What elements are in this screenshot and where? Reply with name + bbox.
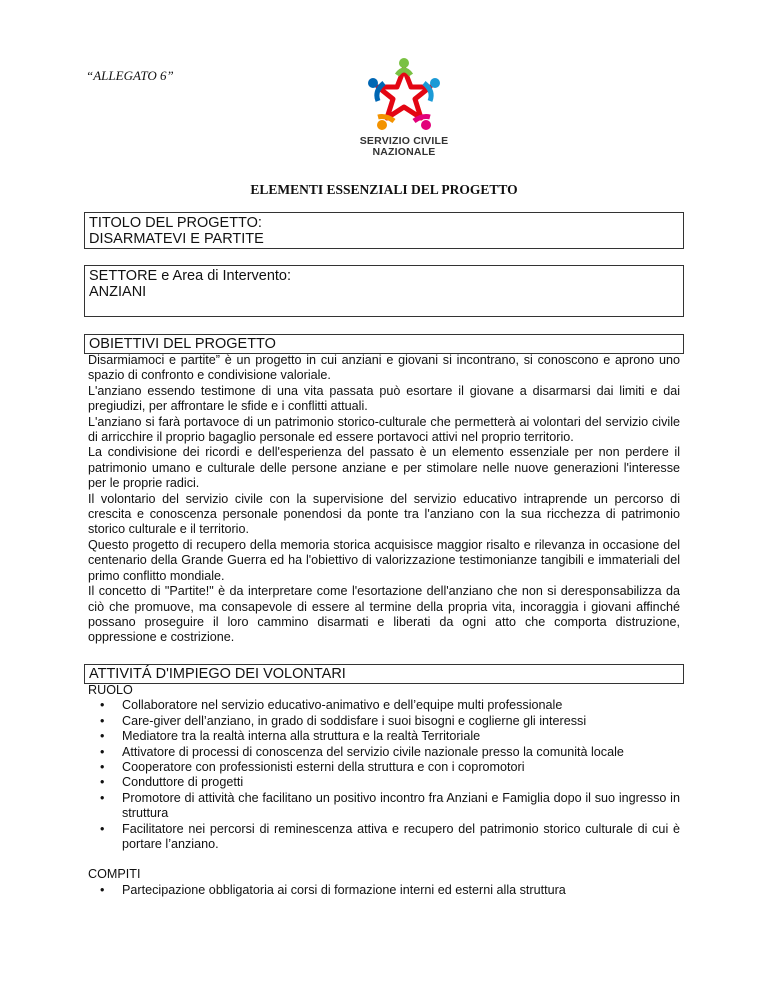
list-item [88,760,680,775]
list-item-text: Mediatore tra la realtà interna alla struttura e la realtà Territoriale [122,729,481,744]
settore-label: SETTORE e Area di Intervento: [89,268,292,284]
list-item-text: Partecipazione obbligatoria ai corsi di formazione interni ed esterni alla struttura [122,882,566,897]
titolo-box [84,212,684,249]
list-item-text: Collaboratore nel servizio educativo-animativo e dell’equipe multi professionale [122,698,563,713]
bullet-icon: • [100,821,105,836]
list-item [88,822,680,853]
bullet-icon: • [100,698,105,713]
bullet-icon: • [100,775,105,790]
obiettivi-paragraph: Il concetto di "Partite!" è da interpretare come l'esortazione dell'anziano che non si deresponsabilizza da ciò che promuove, ma consapevole di essere al termine della propria vita, incoraggia i giovani affinché possano proseguire il loro cammino disarmati e liberati da ogni atto che comporta distruzione, oppressione e costrizione. [88,584,680,645]
obiettivi-paragraph: Il volontario del servizio civile con la supervisione del servizio educativo intraprende un percorso di crescita e conoscenza personale ponendosi da ponte tra l'anziano con la sua ricchezza di patrimonio storico culturale e il territorio. [88,491,680,537]
list-item-text: Attivatore di processi di conoscenza del servizio civile nazionale presso la comunità locale [122,744,624,759]
list-item [88,883,680,898]
obiettivi-heading: OBIETTIVI DEL PROGETTO [84,334,684,354]
servizio-civile-star-icon [364,55,444,135]
obiettivi-paragraph: L'anziano essendo testimone di una vita passata può esortare il giovane a disarmarsi dai limiti e dai pregiudizi, per affrontare le sfide e i conflitti attuali. [88,383,680,414]
bullet-icon: • [100,744,105,759]
attivita-heading: ATTIVITÁ D'IMPIEGO DEI VOLONTARI [84,664,684,684]
ruolo-label: RUOLO [88,683,133,697]
logo-text-line2: NAZIONALE [372,146,436,158]
allegato-label: “ALLEGATO 6” [86,68,174,83]
bullet-icon: • [100,713,105,728]
list-item [88,729,680,744]
settore-box [84,265,684,317]
list-item [88,791,680,822]
list-item-text: Promotore di attività che facilitano un positivo incontro fra Anziani e Famiglia dopo il suo ingresso in struttura [122,790,680,821]
obiettivi-paragraph: Disarmiamoci e partite” è un progetto in cui anziani e giovani si incontrano, si conoscono e aprono uno spazio di confronto e condivisione valoriale. [88,353,680,383]
settore-value: ANZIANI [89,284,147,300]
compiti-list [88,883,680,898]
bullet-icon: • [100,729,105,744]
titolo-label: TITOLO DEL PROGETTO: [89,215,262,231]
document-title: ELEMENTI ESSENZIALI DEL PROGETTO [250,182,518,197]
obiettivi-text [88,353,680,646]
list-item [88,714,680,729]
bullet-icon: • [100,882,105,897]
obiettivi-paragraph: La condivisione dei ricordi e dell'esperienza del passato è un elemento essenziale per non perdere il patrimonio umano e culturale delle persone anziane e per stimolare nelle nuove generazioni l'interesse per le proprie radici. [88,445,680,491]
list-item-text: Conduttore di progetti [122,775,244,790]
obiettivi-paragraph: Questo progetto di recupero della memoria storica acquisisce maggior risalto e rilevanza in occasione del centenario della Grande Guerra ed ha l'obiettivo di valorizzazione testimonianze tangibili e immateriali del primo conflitto mondiale. [88,537,680,583]
list-item-text: Cooperatore con professionisti esterni della struttura e con i copromotori [122,760,525,775]
attivita-text [88,683,680,898]
list-item [88,775,680,790]
list-item [88,745,680,760]
obiettivi-paragraph: L'anziano si farà portavoce di un patrimonio storico-culturale che permetterà ai volontari del servizio civile di arricchire il proprio bagaglio personale ed essere portavoci attivi nel proprio territorio. [88,414,680,445]
list-item-text: Care-giver dell’anziano, in grado di soddisfare i suoi bisogni e coglierne gli interessi [122,713,587,728]
titolo-value: DISARMATEVI E PARTITE [89,231,264,247]
servizio-civile-logo [348,55,460,165]
list-item-text: Facilitatore nei percorsi di reminescenza attiva e recupero del patrimonio storico culturale di cui è portare l’anziano. [122,821,680,852]
bullet-icon: • [100,790,105,805]
ruolo-list [88,698,680,852]
logo-text-line1: SERVIZIO CIVILE [359,135,449,147]
compiti-label: COMPITI [88,867,141,882]
bullet-icon: • [100,760,105,775]
list-item [88,698,680,713]
